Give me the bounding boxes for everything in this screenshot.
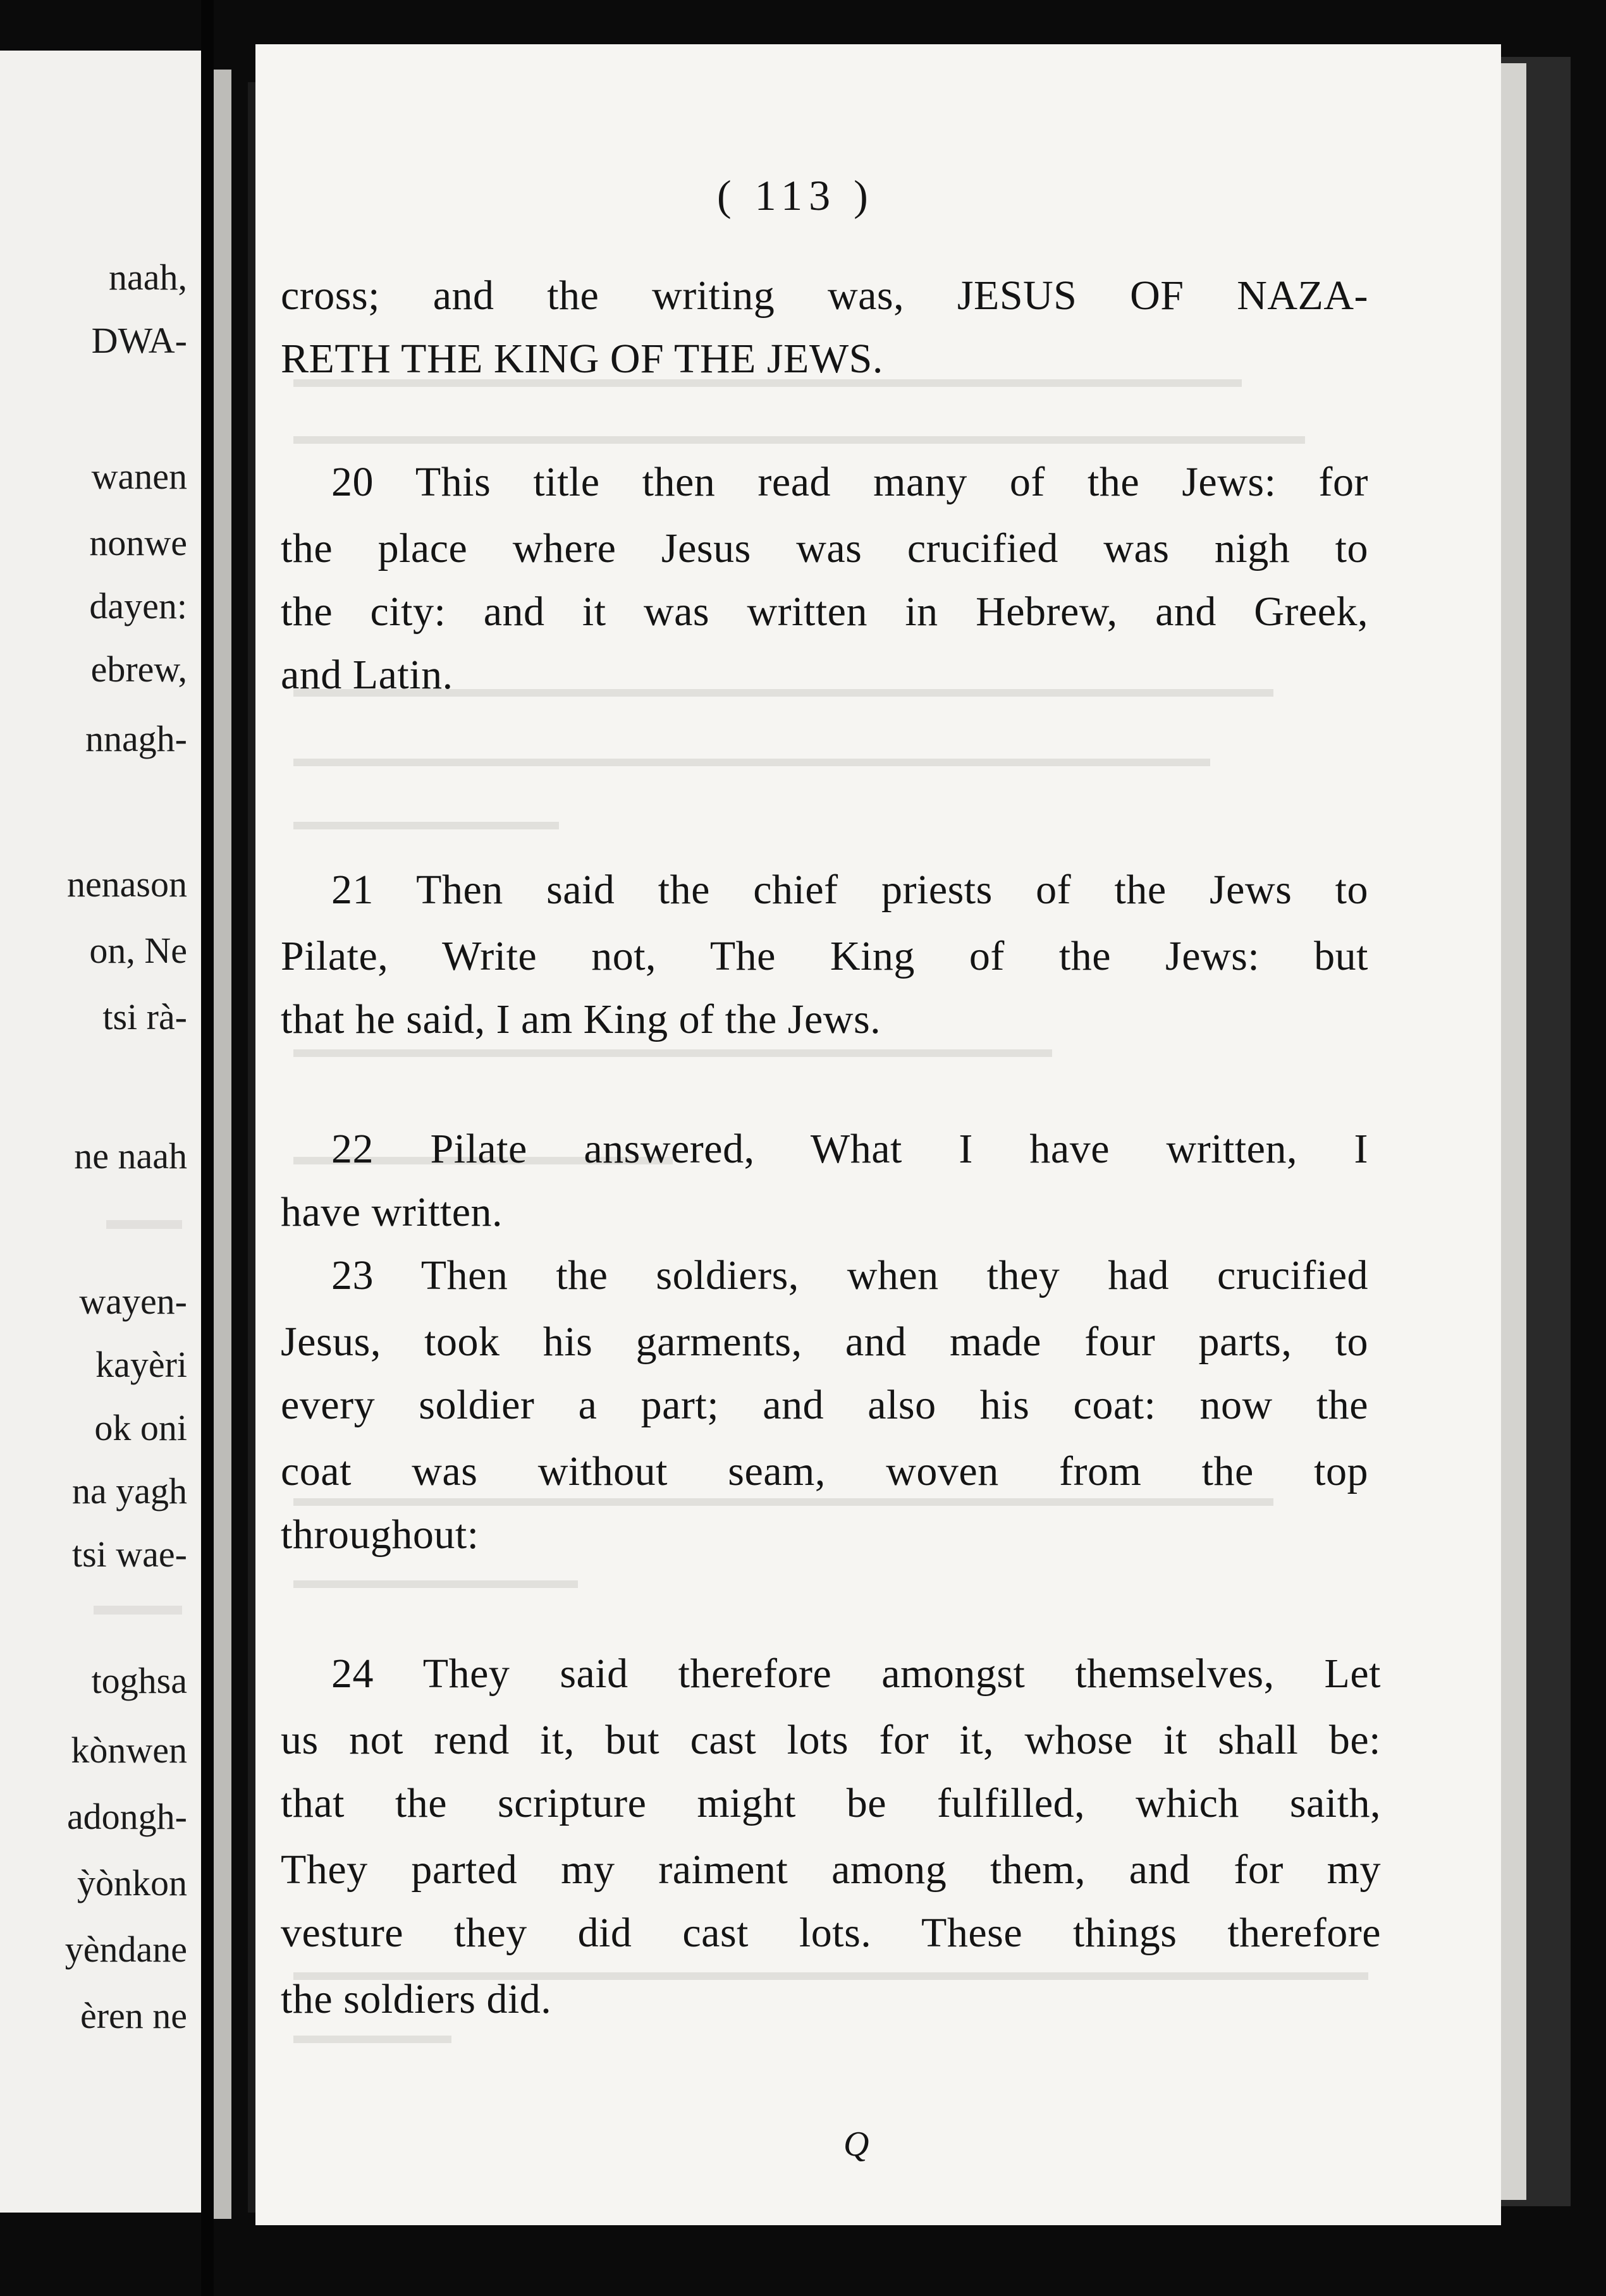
book-gutter xyxy=(201,0,214,2296)
left-page-fragment: kònwen xyxy=(71,1730,187,1771)
left-page-fragment: tsi rà- xyxy=(102,996,187,1037)
verse-line: 23 Then the soldiers, when they had crucified xyxy=(331,1252,1368,1298)
bleed-through-mark xyxy=(94,1606,182,1615)
left-page-fragment: na yagh xyxy=(72,1470,187,1511)
verse-line: 21 Then said the chief priests of the Jews to xyxy=(331,867,1368,913)
bleed-through-mark xyxy=(106,1220,182,1229)
verse-line: 20 This title then read many of the Jews: for xyxy=(331,459,1368,505)
verse-line: the soldiers did. xyxy=(281,1976,552,2022)
verse-line: They parted my raiment among them, and for my xyxy=(281,1847,1381,1893)
left-page-fragment: ebrew, xyxy=(90,649,187,690)
left-page-fragment: toghsa xyxy=(91,1660,187,1701)
left-page-fragment: dayen: xyxy=(89,585,187,626)
left-page-fragment: nonwe xyxy=(89,522,187,563)
left-page-fragment: wanen xyxy=(91,456,187,497)
left-page-fragment: adongh- xyxy=(66,1796,187,1837)
left-page-fragment: ỳònkon xyxy=(77,1862,187,1903)
verse-line: coat was without seam, woven from the top xyxy=(281,1448,1368,1494)
left-page-fragment: on, Ne xyxy=(89,930,187,971)
signature-mark: Q xyxy=(843,2125,869,2164)
left-page-fragment: nenason xyxy=(66,864,187,905)
verse-line: Pilate, Write not, The King of the Jews: but xyxy=(281,933,1368,979)
left-page-fragment: yèndane xyxy=(64,1929,187,1970)
verse-line: Jesus, took his garments, and made four parts, to xyxy=(281,1319,1368,1365)
right-page-edge-highlight xyxy=(1501,63,1526,2200)
heading-line: cross; and the writing was, JESUS OF NAZA- xyxy=(281,272,1368,319)
left-facing-page xyxy=(0,51,201,2213)
left-page-fragment: èren ne xyxy=(80,1995,187,2036)
left-page-fragment: ne naah xyxy=(74,1135,187,1176)
heading-line: RETH THE KING OF THE JEWS. xyxy=(281,336,883,382)
verse-line: that the scripture might be fulfilled, which saith, xyxy=(281,1780,1381,1826)
verse-line: the city: and it was written in Hebrew, and Greek, xyxy=(281,589,1368,635)
page-text xyxy=(255,44,1501,2225)
verse-line: the place where Jesus was crucified was nigh to xyxy=(281,525,1368,571)
left-page-fragment: naah, xyxy=(109,257,187,298)
verse-line: vesture they did cast lots. These things therefore xyxy=(281,1910,1381,1956)
left-page-fragment: DWA- xyxy=(91,320,187,361)
left-page-fragment: kayèri xyxy=(95,1344,187,1385)
page-edge xyxy=(214,70,231,2219)
verse-line: throughout: xyxy=(281,1511,479,1558)
page-edge-shadow xyxy=(248,82,255,2213)
verse-line: every soldier a part; and also his coat: now the xyxy=(281,1382,1368,1428)
page-number: ( 113 ) xyxy=(717,171,874,219)
left-page-fragment: ok oni xyxy=(94,1407,187,1448)
verse-line: that he said, I am King of the Jews. xyxy=(281,996,881,1042)
verse-line: 22 Pilate answered, What I have written, I xyxy=(331,1126,1368,1172)
verse-line: us not rend it, but cast lots for it, whose it shall be: xyxy=(281,1717,1381,1763)
left-page-fragment: nnagh- xyxy=(85,718,187,759)
right-page xyxy=(255,44,1501,2225)
verse-line: and Latin. xyxy=(281,652,453,698)
left-page-fragment: wayen- xyxy=(79,1281,187,1322)
verse-line: 24 They said therefore amongst themselves, Let xyxy=(331,1651,1381,1697)
verse-line: have written. xyxy=(281,1189,503,1235)
left-page-fragment: tsi wae- xyxy=(72,1534,187,1575)
